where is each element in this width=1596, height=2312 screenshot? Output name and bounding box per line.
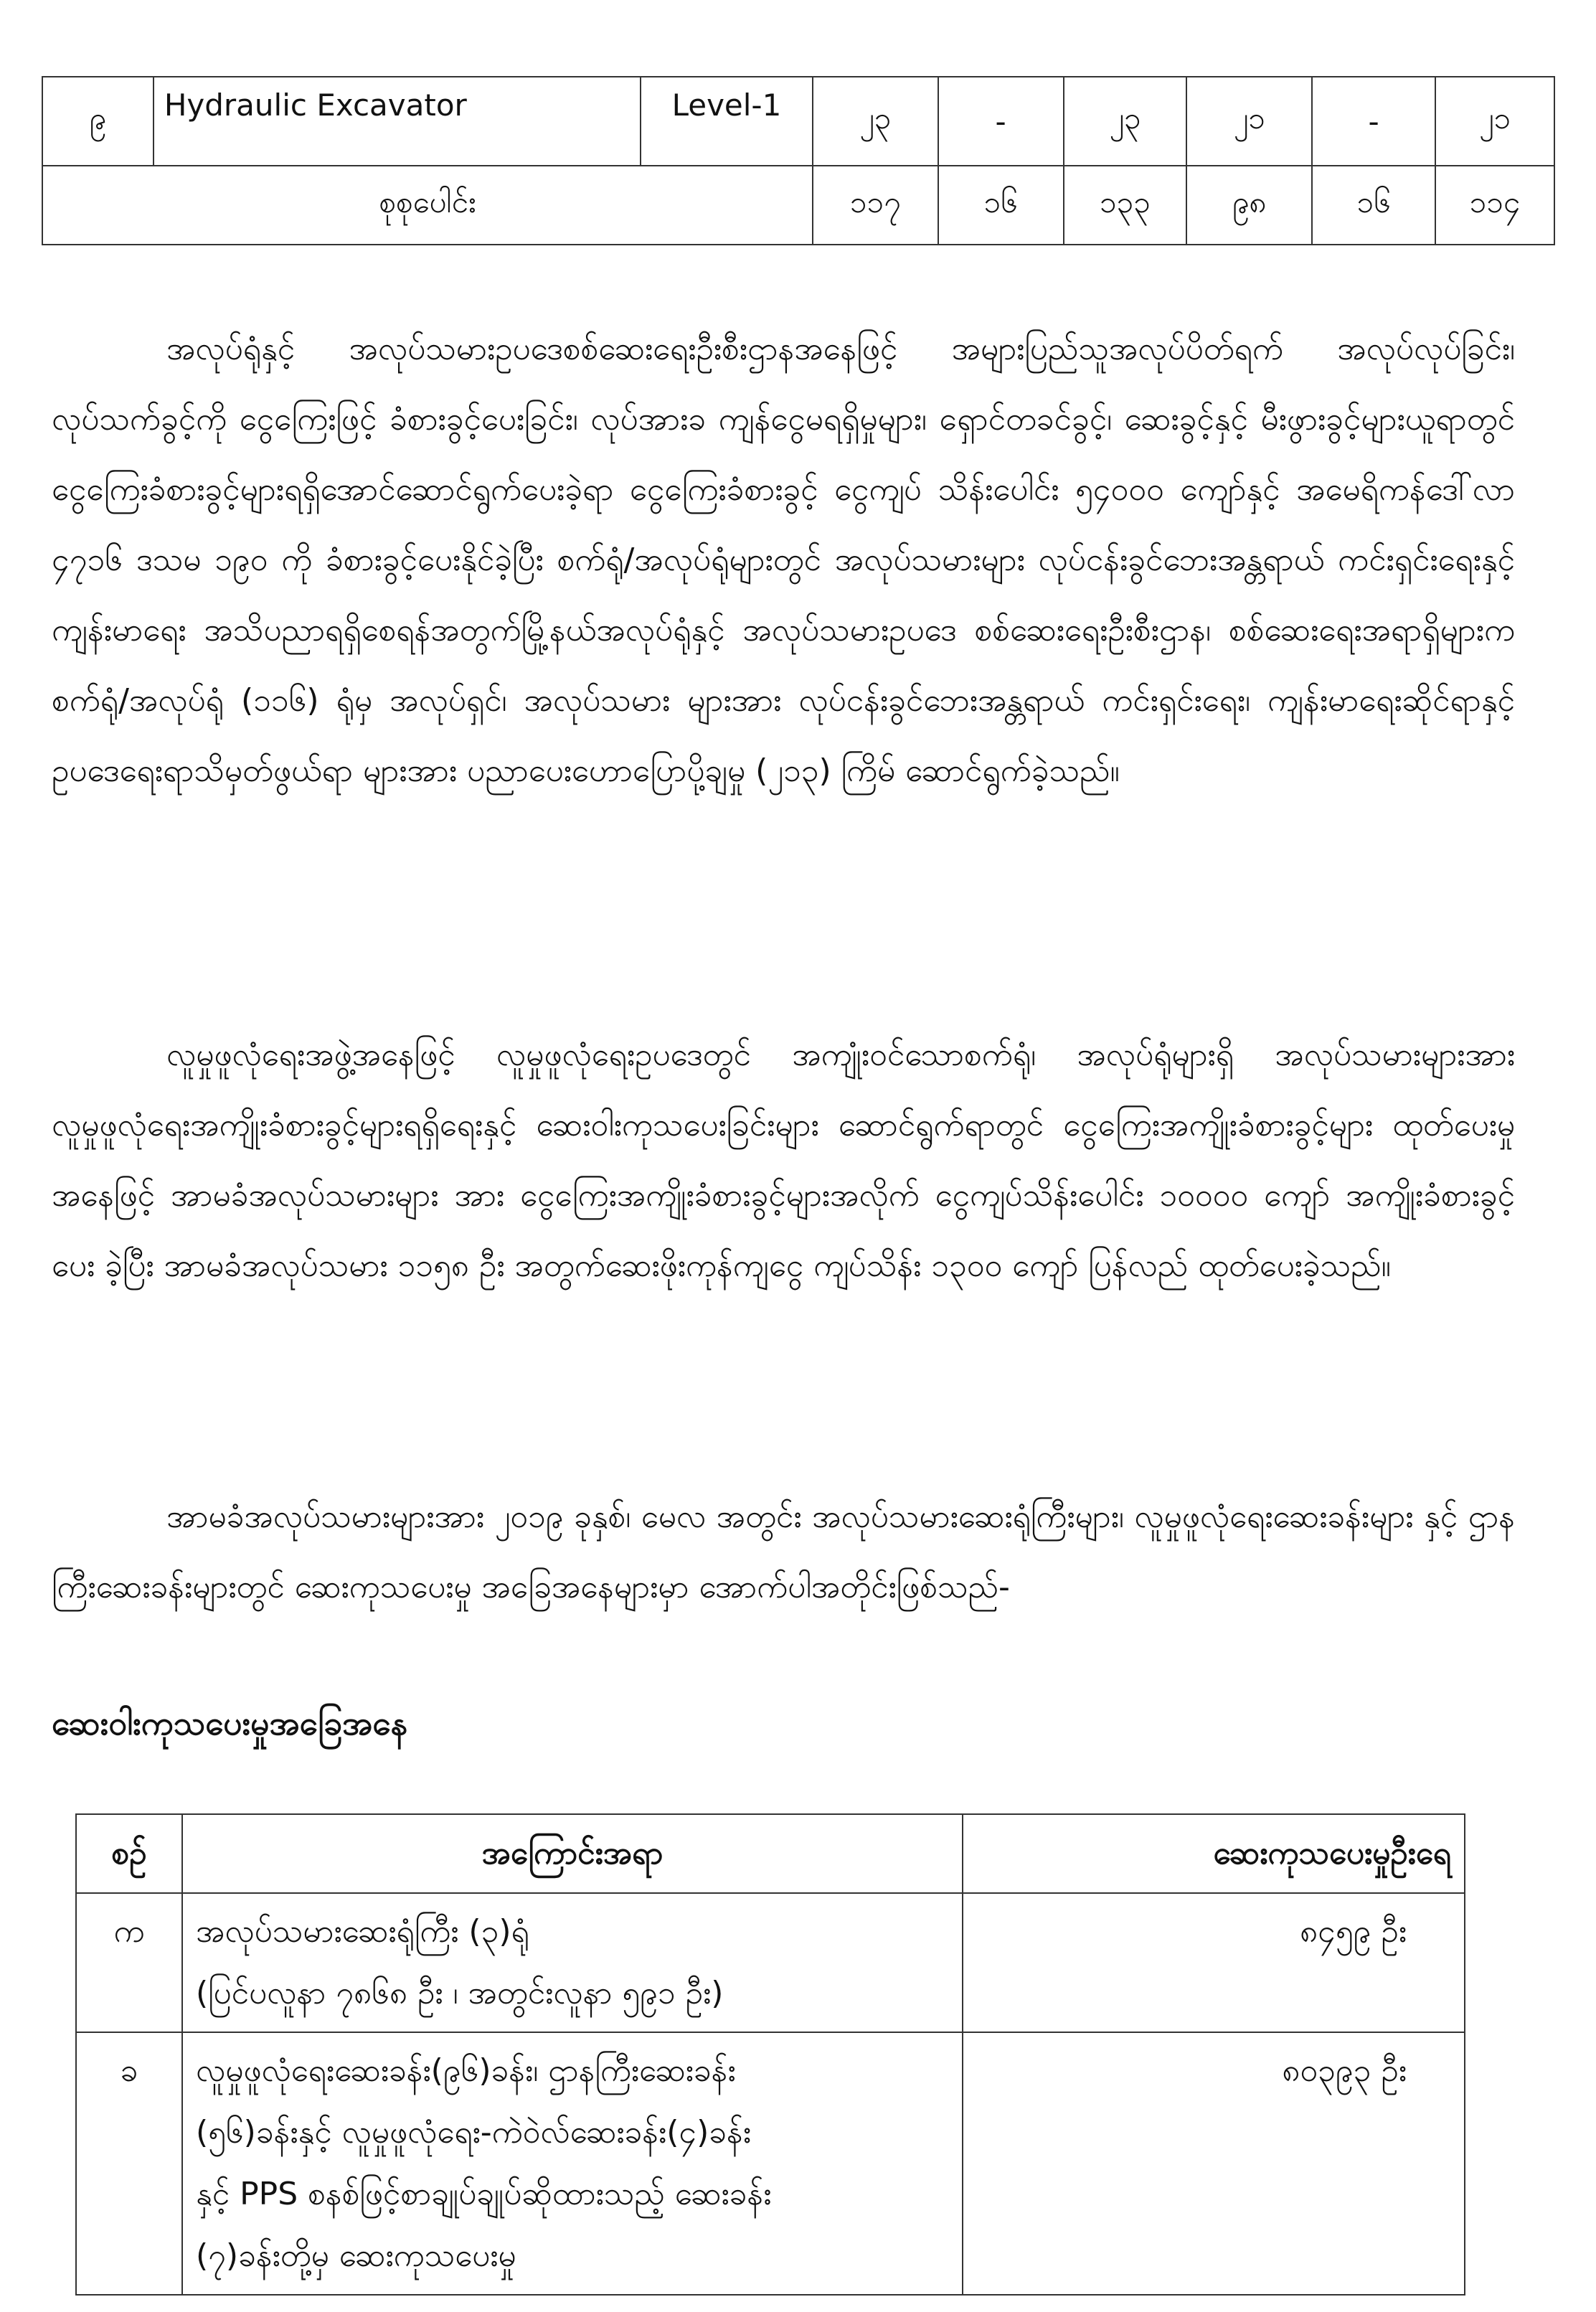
total-cell: ၉၈ bbox=[1186, 166, 1312, 245]
table-cell: ၂၃ bbox=[813, 77, 938, 166]
row-number: ၉ bbox=[42, 77, 154, 166]
header-sr: စဉ် bbox=[76, 1814, 182, 1893]
paragraph-text: အလုပ်ရုံနှင့် အလုပ်သမားဥပဒေစစ်ဆေးရေးဦးစီးဌာနအနေဖြင့် အများပြည်သူအလုပ်ပိတ်ရက် အလုပ်လုပ်ခြင်း၊ လုပ်သက်ခွင့်ကို ငွေကြေးဖြင့် ခံစားခွင့်ပေးခြင်း၊ လုပ်အားခ ကျန်ငွေမရရှိမှုများ၊ ရှောင်တခင်ခွင့်၊ ဆေးခွင့်နှင့် မီးဖွားခွင့်များယူရာတွင် ငွေကြေးခံစားခွင့်များရရှိအောင်ဆောင်ရွက်ပေးခဲ့ရာ ငွေကြေးခံစားခွင့် ငွေကျပ် သိန်းပေါင်း ၅၄၀၀၀ ကျော်နှင့် အမေရိကန်ဒေါ်လာ ၄၇၁၆ ဒသမ ၁၉၀ ကို ခံစားခွင့်ပေးနိုင်ခဲ့ပြီး စက်ရုံ/အလုပ်ရုံများတွင် အလုပ်သမားများ လုပ်ငန်းခွင်ဘေးအန္တရာယ် ကင်းရှင်းရေးနှင့်ကျန်းမာရေး အသိပညာရရှိစေရန်အတွက်မြို့နယ်အလုပ်ရုံနှင့် အလုပ်သမားဥပဒေ စစ်ဆေးရေးဦးစီးဌာန၊ စစ်ဆေးရေးအရာရှိများက စက်ရုံ/အလုပ်ရုံ (၁၁၆) ရုံမှ အလုပ်ရှင်၊ အလုပ်သမား များအား လုပ်ငန်းခွင်ဘေးအန္တရာယ် ကင်းရှင်းရေး၊ ကျန်းမာရေးဆိုင်ရာနှင့် ဥပဒေရေးရာသိမှတ်ဖွယ်ရာ များအား ပညာပေးဟောပြောပို့ချမှု (၂၁၃) ကြိမ် ဆောင်ရွက်ခဲ့သည်။ bbox=[52, 331, 1515, 789]
total-cell: ၁၁၇ bbox=[813, 166, 938, 245]
treatment-table bbox=[75, 1813, 1465, 2296]
paragraph-text: အာမခံအလုပ်သမားများအား ၂၀၁၉ ခုနှစ်၊ မေလ အတွင်း အလုပ်သမားဆေးရုံကြီးများ၊ လူမှုဖူလုံရေးဆေးခန်းများ နှင့် ဌာနကြီးဆေးခန်းများတွင် ဆေးကုသပေးမှု အခြေအနေများမှာ အောက်ပါအတိုင်းဖြစ်သည်- bbox=[52, 1499, 1515, 1605]
paragraph-labour-inspection bbox=[52, 314, 1515, 806]
course-level: Level-1 bbox=[641, 77, 813, 166]
total-cell: ၁၆ bbox=[938, 166, 1064, 245]
table-cell: ၂၁ bbox=[1186, 77, 1312, 166]
training-summary-table bbox=[42, 76, 1555, 245]
table-cell: ၂၃ bbox=[1064, 77, 1187, 166]
table-header-row bbox=[76, 1814, 1465, 1893]
table-row bbox=[42, 77, 1554, 166]
desc-line: (၅၆)ခန်းနှင့် လူမှုဖူလုံရေး-ကဲဝဲလ်ဆေးခန်း(၄)ခန်း bbox=[196, 2114, 751, 2151]
row-desc bbox=[182, 1893, 963, 2032]
desc-line: အလုပ်သမားဆေးရုံကြီး (၃)ရုံ bbox=[196, 1913, 529, 1950]
table-cell: ၂၁ bbox=[1435, 77, 1554, 166]
table-cell: - bbox=[1312, 77, 1435, 166]
header-count: ဆေးကုသပေးမှုဦးရေ bbox=[963, 1814, 1465, 1893]
table-cell: - bbox=[938, 77, 1064, 166]
total-cell: ၁၁၄ bbox=[1435, 166, 1554, 245]
total-cell: ၁၆ bbox=[1312, 166, 1435, 245]
paragraph-treatment-intro bbox=[52, 1482, 1515, 1623]
course-name: Hydraulic Excavator bbox=[154, 77, 641, 166]
section-heading: ဆေးဝါးကုသပေးမှုအခြေအနေ bbox=[52, 1704, 408, 1742]
paragraph-text: လူမှုဖူလုံရေးအဖွဲ့အနေဖြင့် လူမှုဖူလုံရေးဥပဒေတွင် အကျုံးဝင်သောစက်ရုံ၊ အလုပ်ရုံများရှိ အလုပ်သမားများအား လူမှုဖူလုံရေးအကျိုးခံစားခွင့်များရရှိရေးနှင့် ဆေးဝါးကုသပေးခြင်းများ ဆောင်ရွက်ရာတွင် ငွေကြေးအကျိုးခံစားခွင့်များ ထုတ်ပေးမှုအနေဖြင့် အာမခံအလုပ်သမားများ အား ငွေကြေးအကျိုးခံစားခွင့်များအလိုက် ငွေကျပ်သိန်းပေါင်း ၁၀၀၀၀ ကျော် အကျိုးခံစားခွင့်ပေး ခဲ့ပြီး အာမခံအလုပ်သမား ၁၁၅၈ ဦး အတွက်ဆေးဖိုးကုန်ကျငွေ ကျပ်သိန်း ၁၃၀၀ ကျော် ပြန်လည် ထုတ်ပေးခဲ့သည်။ bbox=[52, 1037, 1515, 1284]
row-count: ၈၀၃၉၃ ဦး bbox=[963, 2032, 1465, 2295]
desc-line: နှင့် PPS စနစ်ဖြင့်စာချုပ်ချုပ်ဆိုထားသည့် ဆေးခန်း bbox=[196, 2176, 772, 2212]
row-count: ၈၄၅၉ ဦး bbox=[963, 1893, 1465, 2032]
total-cell: ၁၃၃ bbox=[1064, 166, 1187, 245]
paragraph-social-security bbox=[52, 1020, 1515, 1301]
header-desc: အကြောင်းအရာ bbox=[182, 1814, 963, 1893]
row-sr: က bbox=[76, 1893, 182, 2032]
total-row bbox=[42, 166, 1554, 245]
desc-line: (ပြင်ပလူနာ ၇၈၆၈ ဦး ၊ အတွင်းလူနာ ၅၉၁ ဦး) bbox=[196, 1975, 724, 2011]
desc-line: (၇)ခန်းတို့မှ ဆေးကုသပေးမှု bbox=[196, 2237, 516, 2274]
row-desc bbox=[182, 2032, 963, 2295]
table-row bbox=[76, 2032, 1465, 2295]
desc-line: လူမှုဖူလုံရေးဆေးခန်း(၉၆)ခန်း၊ ဌာနကြီးဆေးခန်း bbox=[196, 2052, 736, 2089]
total-label: စုစုပေါင်း bbox=[42, 166, 813, 245]
table-row bbox=[76, 1893, 1465, 2032]
row-sr: ခ bbox=[76, 2032, 182, 2295]
